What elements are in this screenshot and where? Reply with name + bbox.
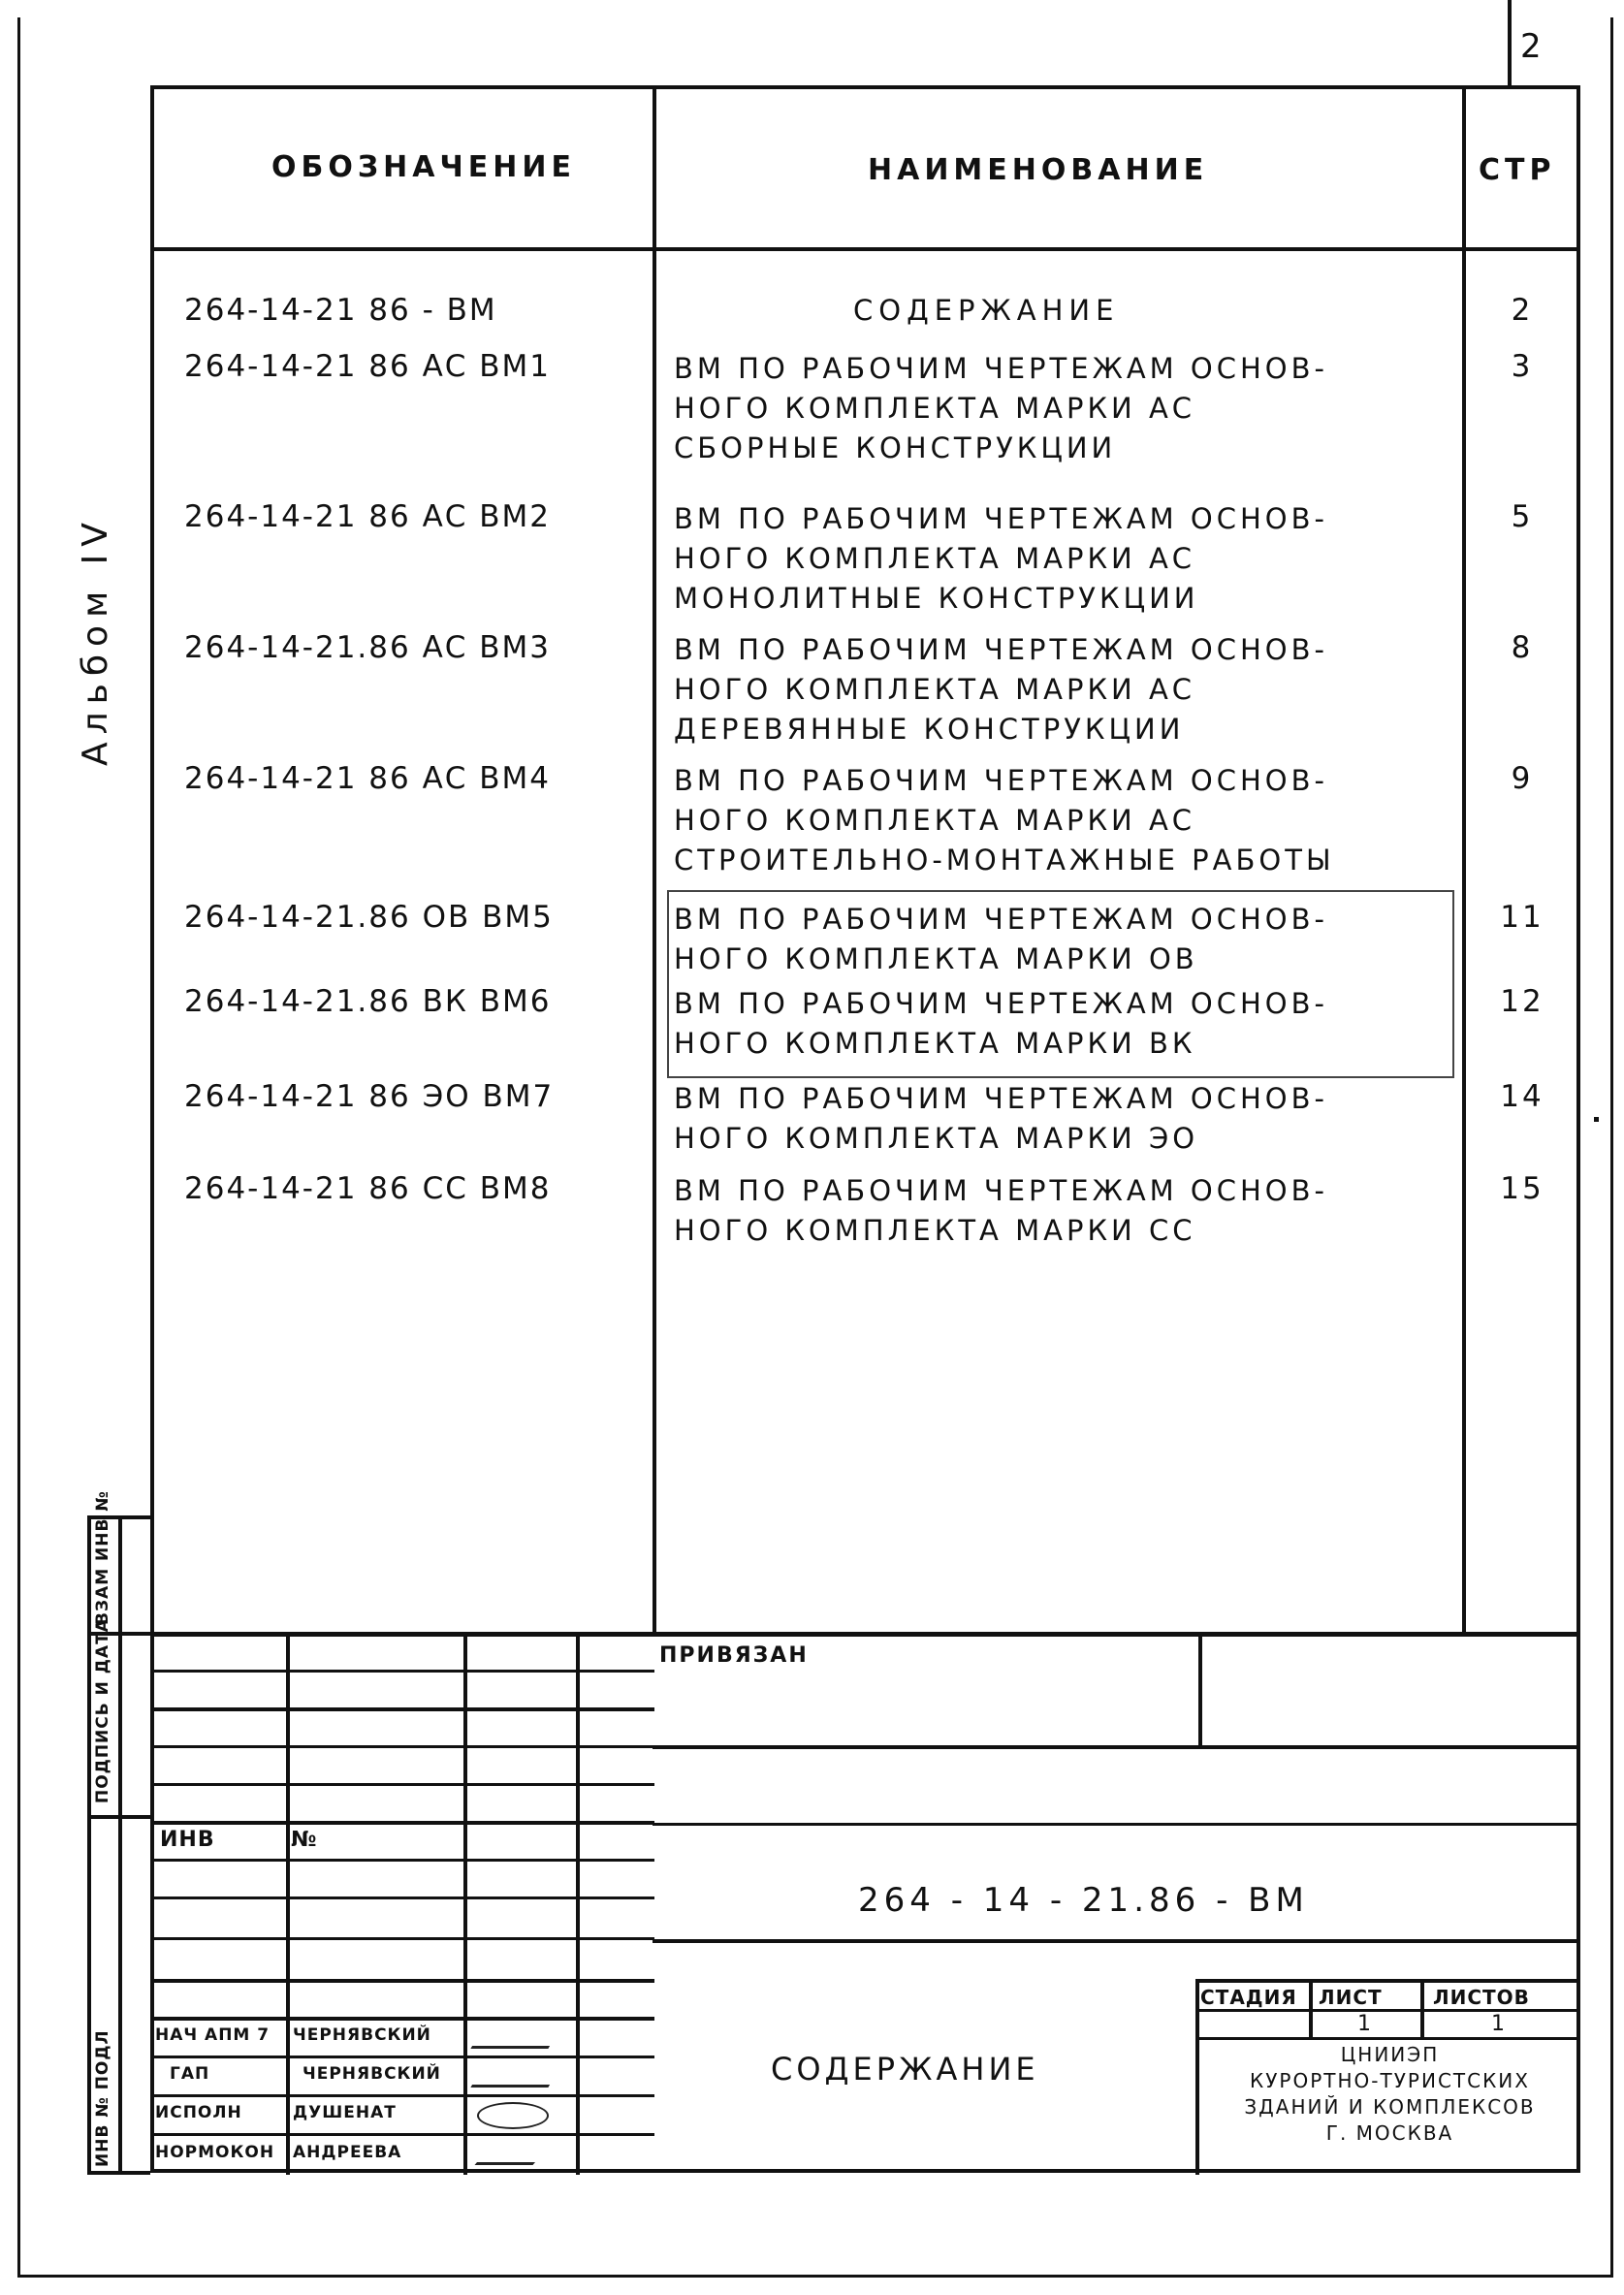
inv-number-label: № (291, 1828, 318, 1852)
tb-hline (653, 1745, 1580, 1749)
sheet-number-box (1508, 0, 1584, 87)
entry-code: 264-14-21 86 АС ВМ2 (184, 499, 552, 534)
entry-name-line: МОНОЛИТНЫЕ КОНСТРУКЦИИ (674, 582, 1199, 615)
tb-hline (150, 1707, 654, 1711)
entry-page: 5 (1511, 499, 1534, 534)
entry-name-line: ВМ ПО РАБОЧИМ ЧЕРТЕЖАМ ОСНОВ- (674, 1174, 1328, 1207)
organization-line: ЗДАНИЙ И КОМПЛЕКСОВ (1244, 2095, 1536, 2119)
document-title: СОДЕРЖАНИЕ (771, 2051, 1039, 2088)
organization-line: КУРОРТНО-ТУРИСТСКИХ (1250, 2069, 1530, 2092)
entry-name-line: СТРОИТЕЛЬНО-МОНТАЖНЫЕ РАБОТЫ (674, 844, 1335, 877)
sheet-header: ЛИСТ (1319, 1986, 1383, 2009)
tb-hline (150, 2056, 654, 2058)
tb-hline (150, 2133, 654, 2136)
entry-name-line: ВМ ПО РАБОЧИМ ЧЕРТЕЖАМ ОСНОВ- (674, 903, 1328, 936)
entry-code: 264-14-21.86 ОВ ВМ5 (184, 900, 554, 935)
tb-hline (150, 1821, 654, 1825)
tb-hline (150, 1937, 654, 1940)
side-stamp-original-inv: ИНВ № ПОДЛ (93, 2029, 112, 2167)
tb-hline (150, 1745, 654, 1748)
signature-mark (477, 2102, 549, 2129)
organization (1199, 2042, 1580, 2147)
organization-line: Г. МОСКВА (1325, 2121, 1454, 2145)
tb-hline (150, 1859, 654, 1862)
column-divider-1 (653, 85, 656, 1634)
signature-role: ГАП (170, 2064, 210, 2084)
entry-page: 8 (1511, 630, 1534, 665)
entry-name-line: НОГО КОМПЛЕКТА МАРКИ АС (674, 673, 1196, 706)
signature-role: НОРМОКОН (155, 2143, 275, 2162)
header-name: НАИМЕНОВАНИЕ (868, 153, 1209, 187)
side-stamp-signature-date: ПОДПИСЬ И ДАТА (93, 1618, 112, 1803)
entry-code: 264-14-21.86 АС ВМ3 (184, 630, 552, 665)
entry-name-line: НОГО КОМПЛЕКТА МАРКИ АС (674, 804, 1196, 837)
tb-vline (286, 1632, 290, 2175)
entry-code: 264-14-21 86 СС ВМ8 (184, 1171, 552, 1206)
signature-role: ИСПОЛН (155, 2103, 242, 2122)
sheet-value: 1 (1357, 2012, 1374, 2036)
tb-right-vline (1198, 1632, 1202, 1745)
tb-hline (150, 1979, 654, 1983)
privyazan-label: ПРИВЯЗАН (659, 1643, 809, 1668)
entry-code: 264-14-21 86 - ВМ (184, 293, 497, 328)
entry-code: 264-14-21 86 АС ВМ4 (184, 761, 552, 796)
entry-name-line: НОГО КОМПЛЕКТА МАРКИ ВК (674, 1027, 1196, 1060)
entry-name-line: ВМ ПО РАБОЧИМ ЧЕРТЕЖАМ ОСНОВ- (674, 1082, 1328, 1115)
signature-mark (470, 2026, 560, 2049)
sheets-header: ЛИСТОВ (1433, 1986, 1530, 2009)
entry-page: 15 (1500, 1171, 1544, 1206)
entry-code: 264-14-21.86 ВК ВМ6 (184, 984, 552, 1019)
entry-name-line: СБОРНЫЕ КОНСТРУКЦИИ (674, 431, 1117, 464)
entry-page: 14 (1500, 1079, 1544, 1114)
tb-hline (653, 1823, 1580, 1826)
tb-hline (150, 2017, 654, 2021)
signature-name: ЧЕРНЯВСКИЙ (303, 2064, 441, 2084)
entry-name-line: ВМ ПО РАБОЧИМ ЧЕРТЕЖАМ ОСНОВ- (674, 987, 1328, 1020)
header-page: СТР (1479, 153, 1556, 187)
entry-page: 12 (1500, 984, 1544, 1019)
entry-name-line: ВМ ПО РАБОЧИМ ЧЕРТЕЖАМ ОСНОВ- (674, 352, 1328, 385)
signature-name: ЧЕРНЯВСКИЙ (293, 2025, 431, 2045)
column-divider-2 (1462, 85, 1466, 1634)
side-stamp-inner (118, 1515, 122, 2175)
stage-hline (1195, 2009, 1580, 2012)
header-divider (150, 247, 1580, 251)
entry-code: 264-14-21 86 АС ВМ1 (184, 349, 552, 384)
stage-block-top (1195, 1979, 1580, 1983)
entry-name-line: СОДЕРЖАНИЕ (853, 294, 1120, 327)
signature-mark (470, 2065, 560, 2088)
signature-name: ДУШЕНАТ (293, 2103, 397, 2122)
scan-dot (1594, 1117, 1599, 1122)
sheet-number: 2 (1520, 27, 1544, 66)
album-label: Альбом IV (76, 515, 115, 766)
entry-page: 3 (1511, 349, 1534, 384)
header-designation: ОБОЗНАЧЕНИЕ (271, 150, 576, 184)
tb-vline (576, 1632, 580, 2175)
entry-page: 11 (1500, 900, 1544, 935)
stage-header: СТАДИЯ (1200, 1986, 1297, 2009)
organization-line: ЦНИИЭП (1340, 2043, 1440, 2066)
tb-hline (653, 1939, 1580, 1943)
title-block-top (150, 1632, 1580, 1637)
entry-name-line: НОГО КОМПЛЕКТА МАРКИ ЭО (674, 1122, 1199, 1155)
entry-name-line: ДЕРЕВЯННЫЕ КОНСТРУКЦИИ (674, 713, 1185, 746)
document-designation: 264 - 14 - 21.86 - ВМ (858, 1881, 1309, 1920)
entry-page: 9 (1511, 761, 1534, 796)
entry-name-line: ВМ ПО РАБОЧИМ ЧЕРТЕЖАМ ОСНОВ- (674, 764, 1328, 797)
entry-name-line: НОГО КОМПЛЕКТА МАРКИ ОВ (674, 942, 1198, 975)
stage-hline (1195, 2037, 1580, 2040)
entry-page: 2 (1511, 293, 1534, 328)
entry-code: 264-14-21 86 ЭО ВМ7 (184, 1079, 555, 1114)
side-stamp-replace-inv: ВЗАМ ИНВ № (93, 1490, 112, 1625)
entry-name-line: НОГО КОМПЛЕКТА МАРКИ АС (674, 392, 1196, 425)
tb-hline (150, 1670, 654, 1673)
side-stamp-divider (87, 1815, 150, 1819)
sheets-value: 1 (1491, 2012, 1508, 2036)
inv-label: ИНВ (160, 1828, 215, 1852)
tb-vline (463, 1632, 467, 2175)
entry-name-line: ВМ ПО РАБОЧИМ ЧЕРТЕЖАМ ОСНОВ- (674, 633, 1328, 666)
tb-hline (150, 1897, 654, 1899)
tb-hline (150, 1783, 654, 1786)
entry-name-line: НОГО КОМПЛЕКТА МАРКИ АС (674, 542, 1196, 575)
entry-name-line: НОГО КОМПЛЕКТА МАРКИ СС (674, 1214, 1196, 1247)
signature-name: АНДРЕЕВА (293, 2143, 402, 2162)
tb-hline (150, 2094, 654, 2097)
entry-name-line: ВМ ПО РАБОЧИМ ЧЕРТЕЖАМ ОСНОВ- (674, 502, 1328, 535)
signature-role: НАЧ АПМ 7 (155, 2025, 271, 2045)
